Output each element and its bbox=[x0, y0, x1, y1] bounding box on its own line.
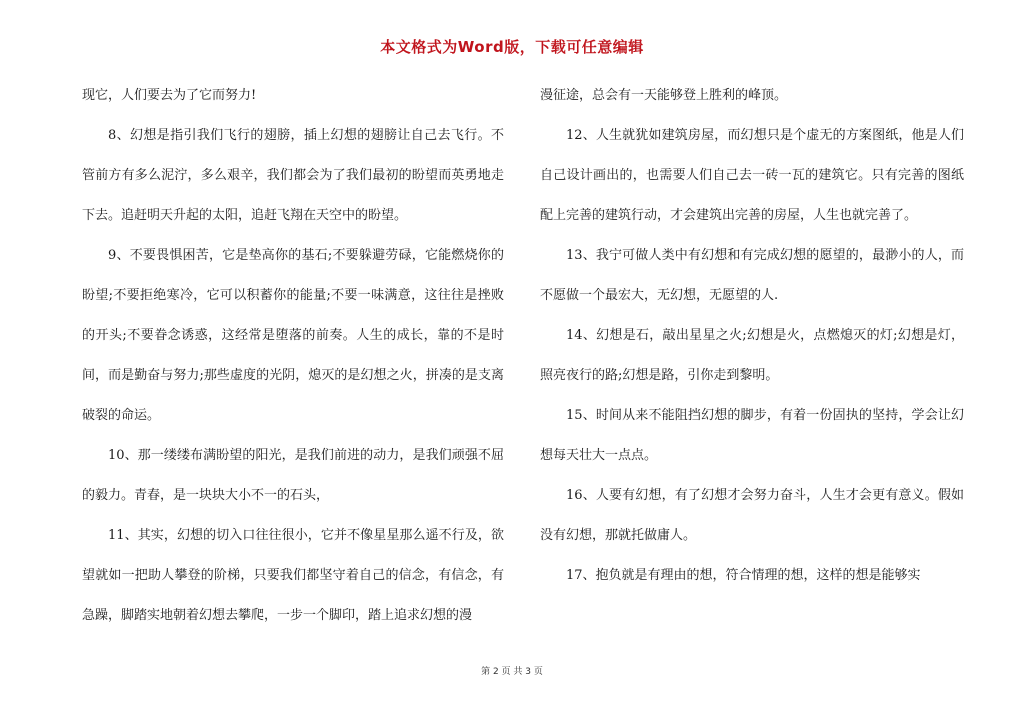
page-number-footer: 第 2 页 共 3 页 bbox=[481, 667, 543, 677]
paragraph-9: 9、不要畏惧困苦，它是垫高你的基石;不要躲避劳碌，它能燃烧你的盼望;不要拒绝寒冷，它可以积蓄你的能量;不要一味满意，这往往是挫败的开头;不要眷念诱惑，这经常是堕落的前奏。人生的成长，靠的不是时间，而是勤奋与努力;那些虚度的光阴，熄灭的是幻想之火，拼凑的是支离破裂的命运。 bbox=[82, 248, 504, 423]
paragraph-16: 16、人要有幻想，有了幻想才会努力奋斗，人生才会更有意义。假如没有幻想，那就托做庸人。 bbox=[540, 488, 964, 543]
left-text-column bbox=[82, 76, 504, 636]
paragraph-13: 13、我宁可做人类中有幻想和有完成幻想的愿望的，最渺小的人，而不愿做一个最宏大，无幻想，无愿望的人. bbox=[540, 248, 964, 303]
paragraph-14: 14、幻想是石，敲出星星之火;幻想是火，点燃熄灭的灯;幻想是灯，照亮夜行的路;幻想是路，引你走到黎明。 bbox=[540, 328, 964, 383]
paragraph-17: 17、抱负就是有理由的想，符合情理的想，这样的想是能够实 bbox=[566, 568, 921, 583]
document-header-title: 本文格式为Word版，下载可任意编辑 bbox=[380, 38, 644, 56]
paragraph-15: 15、时间从来不能阻挡幻想的脚步，有着一份固执的坚持，学会让幻想每天壮大一点点。 bbox=[540, 408, 964, 463]
paragraph-12: 12、人生就犹如建筑房屋，而幻想只是个虚无的方案图纸，他是人们自己设计画出的，也需要人们自己去一砖一瓦的建筑它。只有完善的图纸配上完善的建筑行动，才会建筑出完善的房屋，人生也就完善了。 bbox=[540, 128, 964, 223]
right-text-column bbox=[540, 76, 964, 596]
paragraph-10: 10、那一缕缕布满盼望的阳光，是我们前进的动力，是我们顽强不屈的毅力。青春，是一块块大小不一的石头， bbox=[82, 448, 504, 503]
paragraph-8: 8、幻想是指引我们飞行的翅膀，插上幻想的翅膀让自己去飞行。不管前方有多么泥泞，多么艰辛，我们都会为了我们最初的盼望而英勇地走下去。追赶明天升起的太阳，追赶飞翔在天空中的盼望。 bbox=[82, 128, 504, 223]
paragraph-11: 11、其实，幻想的切入口往往很小，它并不像星星那么遥不行及，欲望就如一把助人攀登的阶梯，只要我们都坚守着自己的信念，有信念，有急躁，脚踏实地朝着幻想去攀爬，一步一个脚印，踏上追求幻想的漫 bbox=[82, 528, 504, 623]
paragraph-continuation: 漫征途，总会有一天能够登上胜利的峰顶。 bbox=[540, 88, 788, 103]
paragraph-continuation: 现它，人们要去为了它而努力! bbox=[82, 88, 257, 103]
